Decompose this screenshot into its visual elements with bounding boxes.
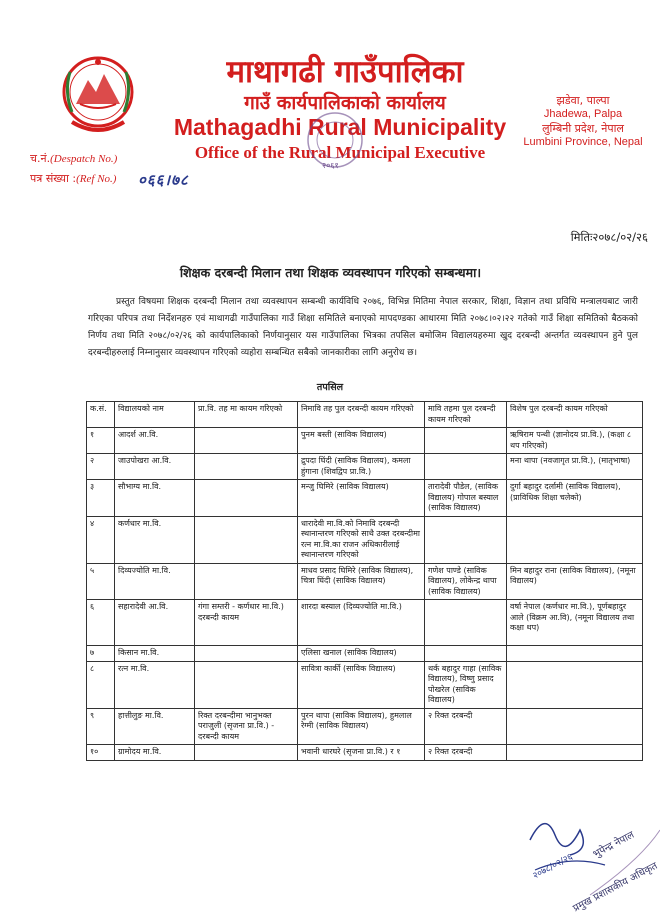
col-header-special: विशेष पुल दरबन्दी कायम गरिएको	[507, 402, 643, 428]
despatch-number-label	[30, 152, 117, 166]
letter-date: मितिः२०७८/०२/२६	[570, 230, 648, 244]
cell-primary	[195, 661, 298, 708]
municipality-title-english: Mathagadhi Rural Municipality	[173, 114, 507, 140]
cell-secondary: २ रिक्त दरबन्दी	[425, 708, 507, 745]
cell-school: हात्तीलुङ मा.वि.	[115, 708, 195, 745]
col-header-lower-secondary: निमावि तह पुल दरबन्दी कायम गरिएको	[298, 402, 425, 428]
cell-special	[507, 661, 643, 708]
table-row	[87, 516, 643, 563]
cell-school: सहारादेवी आ.वि.	[115, 600, 195, 646]
cell-secondary	[425, 600, 507, 646]
cell-secondary	[425, 454, 507, 480]
cell-school: रत्न मा.वि.	[115, 661, 195, 708]
office-title-nepali: गाउँ कार्यपालिकाको कार्यालय	[244, 92, 446, 114]
table-row	[87, 708, 643, 745]
cell-lower-secondary: पुनम बस्ती (साविक विद्यालय)	[298, 428, 425, 454]
address-line-2: Jhadewa, Palpa	[543, 108, 623, 120]
office-title-english: Office of the Rural Municipal Executive	[194, 143, 486, 162]
municipality-title-nepali: माथागढी गाउँपालिका	[226, 54, 464, 90]
cell-secondary: २ रिक्त दरबन्दी	[425, 745, 507, 761]
cell-primary	[195, 428, 298, 454]
cell-serial: ५	[87, 563, 115, 600]
reference-number-label	[30, 172, 116, 186]
cell-serial: ९	[87, 708, 115, 745]
letter-body: प्रस्तुत विषयमा शिक्षक दरबन्दी मिलान तथा व्यवस्थापन सम्बन्धी कार्यविधि २०७६, विभिन्न मितिमा नेपाल सरकार, शिक्षा, विज्ञान तथा प्रविधि मन्त्रालयबाट जारी गरिएका परिपत्र तथा निर्देशनहरु एवं माथागढी गाउँपालिका गाउँ शिक्षा समितिले बनाएको मापदण्डका आधारमा मिति २०७८।०२।२२ गतेको गाउँ शिक्षा समितिको बैठकको निर्णय तथा मिति २०७८/०२/२६ को कार्यपालिकाको निर्णयानुसार यस गाउँपालिका भित्रका तपसिल बमोजिम विद्यालयहरुमा खुद दरबन्दी अन्तर्गत व्यवस्थापन हुने पुल दरबन्दीहरुलाई निम्नानुसार व्यवस्थापन गरिएको व्यहोरा सम्बन्धित सबैको जानकारीका लागि अनुरोध छ।	[88, 297, 638, 358]
cell-school: किसान मा.वि.	[115, 646, 195, 662]
cell-serial: ३	[87, 480, 115, 517]
cell-serial: १	[87, 428, 115, 454]
cell-secondary: गणेश पाण्डे (साविक विद्यालय), लोकेन्द्र थापा (साविक विद्यालय)	[425, 563, 507, 600]
cell-special: मना थापा (नवजागृत प्रा.वि.), (मातृभाषा)	[507, 454, 643, 480]
table-row	[87, 454, 643, 480]
cell-primary	[195, 516, 298, 563]
cell-school: जाउपोखरा आ.वि.	[115, 454, 195, 480]
signatory-title: प्रमुख प्रशासकीय अधिकृत	[571, 860, 660, 914]
table-row	[87, 745, 643, 761]
cell-special: मिन बहादुर राना (साविक विद्यालय), (नमूना विद्यालय)	[507, 563, 643, 600]
teacher-allocation-table	[86, 401, 643, 761]
cell-secondary	[425, 646, 507, 662]
cell-lower-secondary: मन्जु घिमिरे (साविक विद्यालय)	[298, 480, 425, 517]
col-header-secondary: मावि तहमा पुल दरबन्दी कायम गरिएको	[425, 402, 507, 428]
cell-lower-secondary: धारादेवी मा.वि.को निमावि दरबन्दी स्थानान्तरण गरिएको साथै उक्त दरबन्दीमा रत्न मा.वि.का राजन अधिकारीलाई स्थानान्तरण गरिएको	[298, 516, 425, 563]
signature-date: २०७८/०२/२६	[531, 852, 575, 882]
despatch-label-ne: च.नं.	[30, 152, 51, 165]
despatch-label-en: (Despatch No.)	[50, 153, 118, 165]
cell-special	[507, 646, 643, 662]
cell-lower-secondary: एलिसा खनाल (साविक विद्यालय)	[298, 646, 425, 662]
cell-special: दुर्गा बहादुर दर्लामी (साविक विद्यालय), (प्राविधिक शिक्षा चलेको)	[507, 480, 643, 517]
letter-subject: शिक्षक दरबन्दी मिलान तथा शिक्षक व्यवस्थापन गरिएको सम्बन्धमा।	[179, 265, 482, 280]
cell-secondary	[425, 428, 507, 454]
table-row	[87, 646, 643, 662]
cell-serial: ७	[87, 646, 115, 662]
cell-special	[507, 745, 643, 761]
cell-secondary: थर्क बहादुर गाहा (साविक विद्यालय), विष्णु प्रसाद पोखरेल (साविक विद्यालय)	[425, 661, 507, 708]
cell-lower-secondary: भवानी धारघरे (सृजना प्रा.वि.) र १	[298, 745, 425, 761]
table-row	[87, 428, 643, 454]
cell-serial: १०	[87, 745, 115, 761]
table-row	[87, 563, 643, 600]
col-header-school: विद्यालयको नाम	[115, 402, 195, 428]
cell-lower-secondary: सावित्रा कार्की (साविक विद्यालय)	[298, 661, 425, 708]
col-header-primary: प्रा.वि. तह मा कायम गरिएको	[195, 402, 298, 428]
cell-lower-secondary: शारदा बस्याल (दिव्यज्योति मा.वि.)	[298, 600, 425, 646]
address-line-1: झडेवा, पाल्पा	[556, 94, 610, 107]
address-line-3: लुम्बिनी प्रदेश, नेपाल	[542, 122, 624, 135]
address-line-4: Lumbini Province, Nepal	[523, 136, 643, 148]
cell-special: वर्षा नेपाल (कर्णधार मा.वि.), पूर्णबहादुर आले (विक्रम आ.वि), (नमूना विद्यालय तथा कक्षा थप)	[507, 600, 643, 646]
table-header-row	[87, 402, 643, 428]
cell-special	[507, 516, 643, 563]
cell-secondary	[425, 516, 507, 563]
cell-school: दिव्यज्योति मा.वि.	[115, 563, 195, 600]
ref-label-en: (Ref No.)	[76, 173, 117, 185]
cell-school: सौभाग्य मा.वि.	[115, 480, 195, 517]
cell-primary: रिक्त दरबन्दीमा भानुभक्त पराजुली (सृजना प्रा.वि.) - दरबन्दी कायम	[195, 708, 298, 745]
reference-number-value: ०६६।७८	[138, 171, 189, 189]
cell-lower-secondary: माधव प्रसाद घिमिरे (साविक विद्यालय), चित्रा घिंदी (साविक विद्यालय)	[298, 563, 425, 600]
cell-school: आदर्श आ.वि.	[115, 428, 195, 454]
table-body	[87, 428, 643, 761]
cell-primary	[195, 563, 298, 600]
cell-lower-secondary: द्रुपदा घिंदी (साविक विद्यालय), कमला हुंगाना (शिवद्विप प्रा.वि.)	[298, 454, 425, 480]
nepal-emblem-logo	[58, 52, 138, 144]
cell-school: ग्रामोदय मा.वि.	[115, 745, 195, 761]
cell-secondary: तारादेवी पौडेल, (साविक विद्यालय) गोपाल बस्याल (साविक विद्यालय)	[425, 480, 507, 517]
cell-lower-secondary: पुरन थापा (साविक विद्यालय), हुमलाल रेग्मी (साविक विद्यालय)	[298, 708, 425, 745]
ref-label-ne: पत्र संख्या :	[30, 172, 77, 185]
cell-primary	[195, 646, 298, 662]
cell-primary	[195, 454, 298, 480]
col-header-serial: क.सं.	[87, 402, 115, 428]
cell-primary	[195, 480, 298, 517]
table-row	[87, 600, 643, 646]
table-row	[87, 661, 643, 708]
cell-primary: गंगा सम्तरी - कर्णधार मा.वि.) दरबन्दी कायम	[195, 600, 298, 646]
cell-special: ऋषिराम पन्थी (ज्ञानोदय प्रा.वि.), (कक्षा ८ थप गरिएको)	[507, 428, 643, 454]
cell-serial: ६	[87, 600, 115, 646]
cell-serial: ८	[87, 661, 115, 708]
cell-serial: ४	[87, 516, 115, 563]
table-row	[87, 480, 643, 517]
signatory-name: भुपेन्द्र नेपाल	[591, 829, 637, 861]
cell-primary	[195, 745, 298, 761]
cell-special	[507, 708, 643, 745]
stamp-number: २०६१	[322, 161, 339, 170]
cell-serial: २	[87, 454, 115, 480]
cell-school: कर्णधार मा.वि.	[115, 516, 195, 563]
schedule-heading: तपसिल	[316, 382, 344, 393]
